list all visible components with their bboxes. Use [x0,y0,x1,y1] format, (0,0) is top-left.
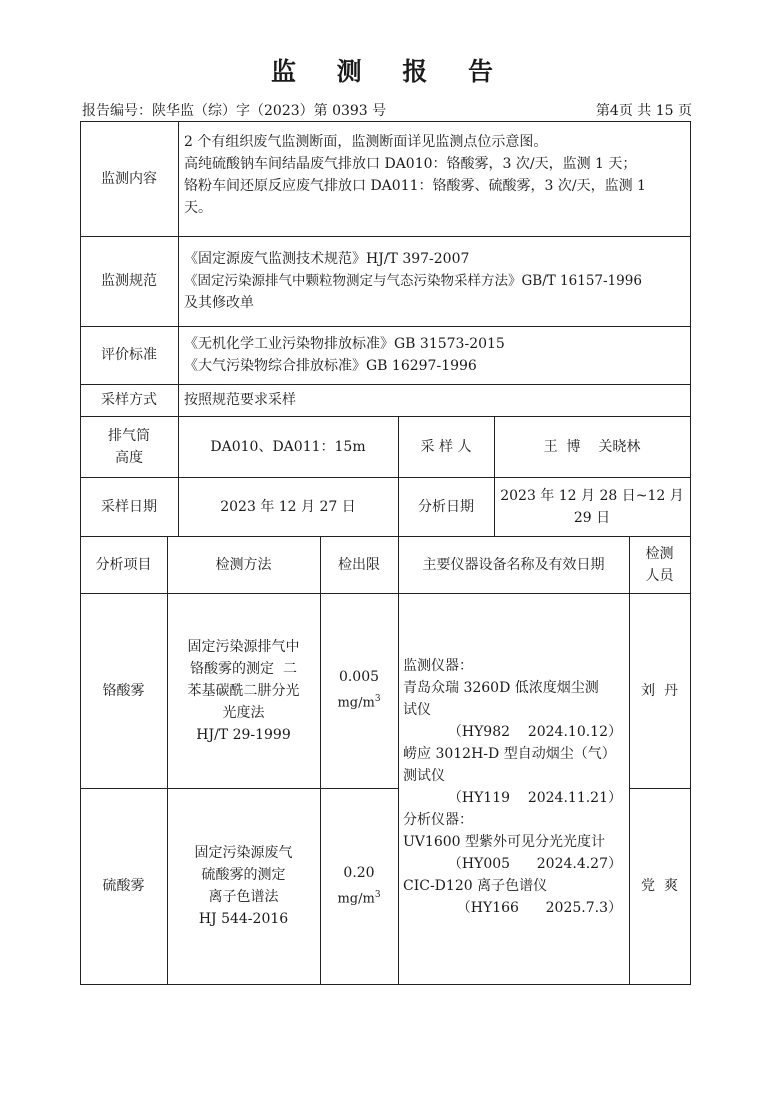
method-line: 离子色谱法 [208,889,279,905]
instrument-name: 试仪 [403,702,431,718]
item-person: 党 爽 [641,878,678,894]
method-line: 固定污染源废气 [194,845,293,861]
header-item: 分析项目 [95,556,152,573]
stack-height-label [80,416,178,477]
sampler-value: 王 博 关晓林 [543,438,641,455]
instrument-name: 测试仪 [403,768,445,784]
stack-height-value: DA010、DA011：15m [210,438,366,455]
instrument-code: （HY982 2024.10.12） [447,724,622,740]
stack-label-line: 排气筒 [108,427,150,444]
sampling-method-value: 按照规范要求采样 [184,392,296,408]
item-method [167,593,320,788]
header-method: 检测方法 [215,556,272,573]
instrument-list [403,655,626,919]
report-title: 监 测 报 告 [270,57,510,86]
method-line: 硫酸雾的测定 [201,867,286,883]
limit-unit-wrap [337,688,380,714]
header-limit: 检出限 [338,556,380,573]
analysis-date-value [494,477,690,536]
content-line: 天。 [184,200,212,216]
content-label: 监测内容 [101,170,157,187]
header-instrument: 主要仪器设备名称及有效日期 [422,556,605,573]
analysis-heading: 分析仪器： [403,812,473,828]
spec-label: 监测规范 [101,273,157,289]
method-line: 固定污染源排气中 [187,638,300,655]
item-person: 刘 丹 [641,682,678,699]
standard-text [184,333,688,377]
item-limit [320,593,398,788]
analysis-date-line: 2023 年 12 月 28 日~12 月 [500,487,684,504]
spec-line: 及其修改单 [184,295,254,311]
spec-line: 《固定污染源排气中颗粒物测定与气态污染物采样方法》GB/T 16157-1996 [184,273,642,289]
method-line: 苯基碳酰二肼分光 [187,682,300,699]
limit-exp: 3 [374,694,381,705]
report-number: 报告编号：陕华监（综）字（2023）第 0393 号 [82,103,387,119]
limit-unit-wrap [337,884,380,910]
instrument-code: （HY119 2024.11.21） [447,790,622,806]
limit-exp: 3 [374,889,381,900]
spec-line: 《固定源废气监测技术规范》HJ/T 397-2007 [184,251,470,267]
standard-label: 评价标准 [101,347,157,363]
limit-value: 0.005 [338,669,380,686]
item-name: 硫酸雾 [102,878,145,894]
stack-label-line: 高度 [115,449,143,466]
header-person-line: 检测 [645,545,674,562]
instrument-name: UV1600 型紫外可见分光光度计 [403,834,605,850]
instrument-name: 青岛众瑞 3260D 低浓度烟尘测 [403,680,599,696]
item-method [167,788,320,984]
method-line: 光度法 [222,704,265,721]
method-line: HJ/T 29-1999 [196,726,291,743]
method-line: HJ 544-2016 [198,911,289,927]
sampling-method-label: 采样方式 [101,392,157,408]
standard-line: 《无机化学工业污染物排放标准》GB 31573-2015 [184,336,505,352]
page-indicator: 第4页 共 15 页 [595,103,692,119]
limit-value: 0.20 [343,864,375,881]
instrument-code: （HY005 2024.4.27） [447,856,622,872]
standard-line: 《大气污染物综合排放标准》GB 16297-1996 [184,358,477,374]
header-person [629,536,690,593]
content-line: 高纯硫酸钠车间结晶废气排放口 DA010：铬酸雾，3 次/天，监测 1 天； [184,156,637,172]
sample-date-value: 2023 年 12 月 27 日 [220,498,356,515]
monitor-heading: 监测仪器： [403,658,473,674]
spec-text [184,248,689,314]
content-line: 铬粉车间还原反应废气排放口 DA011：铬酸雾、硫酸雾，3 次/天，监测 1 [184,178,646,194]
analysis-date-line: 29 日 [573,509,611,526]
analysis-date-label: 分析日期 [418,498,474,515]
sampler-label: 采 样 人 [420,438,472,455]
method-line: 铬酸雾的测定 二 [190,660,297,677]
sample-date-label: 采样日期 [101,498,157,515]
item-limit [320,788,398,984]
item-name: 铬酸雾 [102,682,145,699]
instrument-name: CIC-D120 离子色谱仪 [403,878,548,894]
header-person-line: 人员 [645,567,674,584]
limit-unit: mg/m [337,695,375,711]
limit-unit: mg/m [337,891,375,907]
content-text [184,131,688,219]
instrument-name: 崂应 3012H-D 型自动烟尘（气） [403,746,616,762]
instrument-code: （HY166 2025.7.3） [456,900,622,916]
content-line: 2 个有组织废气监测断面，监测断面详见监测点位示意图。 [184,134,548,150]
